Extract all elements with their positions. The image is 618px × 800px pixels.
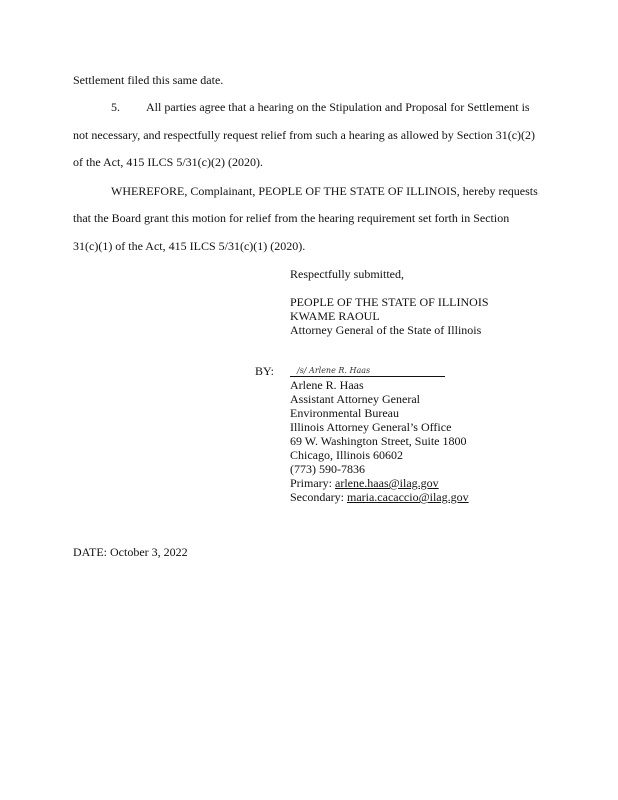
paragraph-5-line-3: of the Act, 415 ILCS 5/31(c)(2) (2020). [73, 155, 263, 169]
secondary-email-label: Secondary: [290, 490, 347, 504]
attorney-general-title: Attorney General of the State of Illinois [290, 323, 482, 337]
signer-name: Arlene R. Haas [290, 378, 364, 392]
primary-email-line [290, 476, 439, 490]
continued-line: Settlement filed this same date. [73, 73, 224, 87]
phone-number: (773) 590-7836 [290, 462, 365, 476]
date-line: DATE: October 3, 2022 [73, 545, 188, 559]
primary-email-link[interactable]: arlene.haas@ilag.gov [335, 476, 439, 490]
attorney-general-name: KWAME RAOUL [290, 309, 380, 323]
signer-bureau: Environmental Bureau [290, 406, 399, 420]
wherefore-line-3: 31(c)(1) of the Act, 415 ILCS 5/31(c)(1) (2020). [73, 239, 306, 253]
street-address: 69 W. Washington Street, Suite 1800 [290, 434, 467, 448]
wherefore-line-1: WHEREFORE, Complainant, PEOPLE OF THE STATE OF ILLINOIS, hereby requests [111, 184, 538, 198]
wherefore-line-2: that the Board grant this motion for relief from the hearing requirement set forth in Section [73, 211, 510, 225]
respectfully-submitted: Respectfully submitted, [290, 267, 404, 281]
signer-title: Assistant Attorney General [290, 392, 420, 406]
paragraph-5-line-1: All parties agree that a hearing on the Stipulation and Proposal for Settlement is [146, 100, 530, 114]
signer-office: Illinois Attorney General’s Office [290, 420, 452, 434]
party-name: PEOPLE OF THE STATE OF ILLINOIS [290, 295, 489, 309]
paragraph-5-number: 5. [111, 100, 120, 114]
by-label: BY: [255, 364, 274, 378]
primary-email-label: Primary: [290, 476, 335, 490]
signature-line [290, 376, 445, 377]
city-state-zip: Chicago, Illinois 60602 [290, 448, 403, 462]
secondary-email-line [290, 490, 469, 504]
paragraph-5-line-2: not necessary, and respectfully request relief from such a hearing as allowed by Section 31(c)(2) [73, 128, 536, 142]
secondary-email-link[interactable]: maria.cacaccio@ilag.gov [346, 490, 469, 504]
electronic-signature: /s/ Arlene R. Haas [297, 366, 371, 375]
